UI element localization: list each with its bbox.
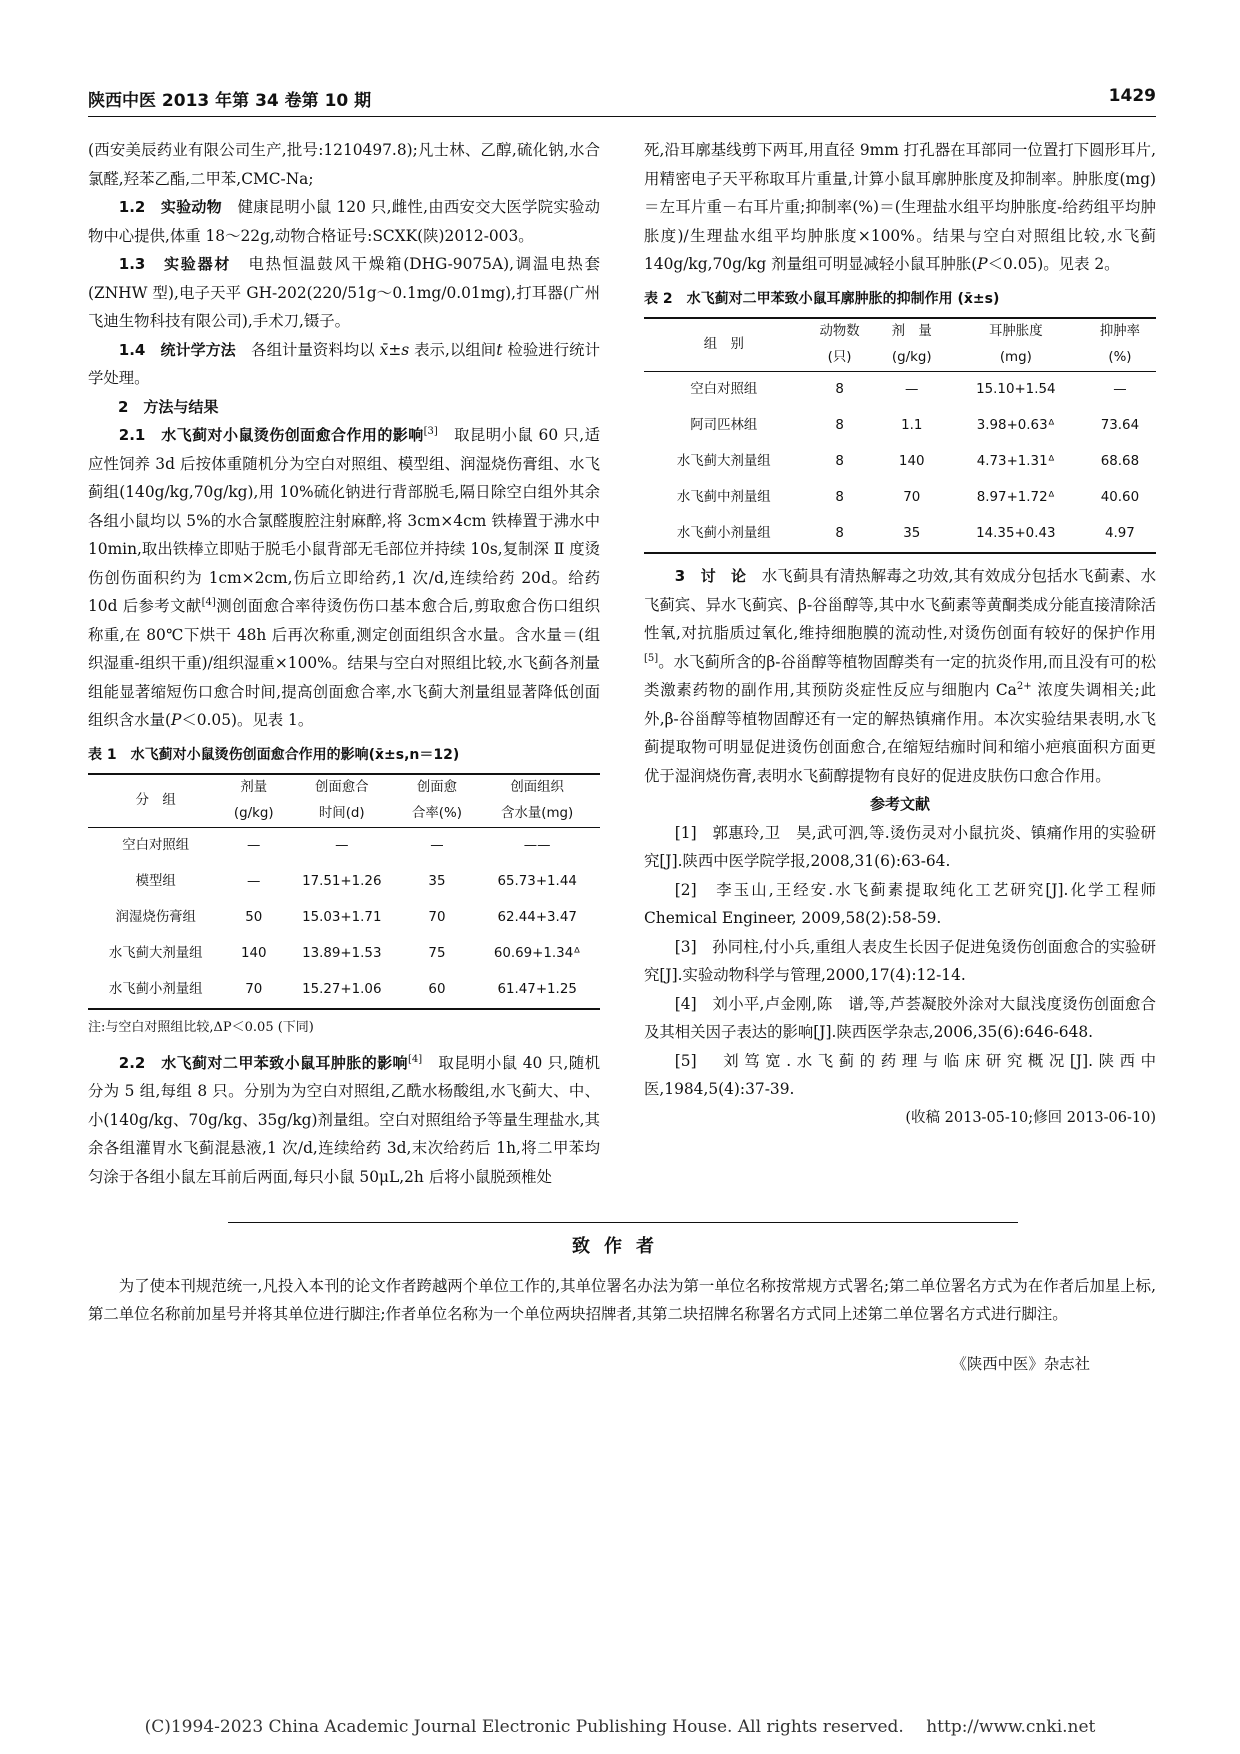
table-row — [644, 444, 1156, 480]
t1-cell-water: 60.69+1.34ᐞ — [493, 946, 581, 961]
notice-signoff: 《陕西中医》杂志社 — [951, 1355, 1090, 1373]
t1-cell-time: — — [335, 838, 349, 853]
table-2-caption: 表 2 水飞蓟对二甲苯致小鼠耳廓肿胀的抑制作用 (x̄±s) — [644, 290, 1000, 307]
t2-cell-group: 水飞蓟中剂量组 — [676, 490, 771, 505]
section-1-2-text: 健康昆明小鼠 120 只,雌性,由西安交大医学院实验动物中心提供,体重 18～22g,动物合格证号:SCXK(陕)2012-003。 — [88, 198, 600, 245]
references-title: 参考文献 — [869, 795, 930, 813]
section-3-text-a: 水飞蓟具有清热解毒之功效,其有效成分包括水飞蓟素、水飞蓟宾、异水飞蓟宾、β-谷甾醇等,其中水飞蓟素等黄酮类成分能直接清除活性氧,对抗脂质过氧化,维持细胞膜的流动性,对烫伤创面有较好的保护作用 — [644, 567, 1156, 642]
t1-cell-dose: 140 — [240, 946, 267, 961]
t2-cell-group: 水飞蓟大剂量组 — [676, 454, 771, 469]
t2-cell-dose: — — [905, 382, 919, 397]
p-symbol-2: P — [977, 255, 988, 273]
section-1-2 — [88, 193, 600, 250]
table-row — [644, 408, 1156, 444]
reference-item: [5] 刘笃宽.水飞蓟的药理与临床研究概况[J].陕西中医,1984,5(4):37-39. — [644, 1051, 1156, 1098]
t2-cell-dose: 140 — [898, 454, 925, 469]
t1-cell-time: 13.89+1.53 — [302, 946, 382, 961]
t2-cell-group: 阿司匹林组 — [690, 418, 758, 433]
t1-cell-time: 15.27+1.06 — [284, 972, 400, 1009]
t2-cell-swell: 8.97+1.72ᐞ — [976, 490, 1055, 505]
section-2-2-text: 取昆明小鼠 40 只,随机分为 5 组,每组 8 只。分别为为空白对照组,乙酰水杨酸组,水飞蓟大、中、小(140g/kg、70g/kg、35g/kg)剂量组。空白对照组给予等量生理盐水,其余各组灌胃水飞蓟混悬液,1 次/d,连续给药 3d,末次给药后 1h,将二甲苯均匀涂于各组小鼠左耳前后两面,每只小鼠 50μL,2h 后将小鼠脱颈椎处 — [88, 1053, 600, 1186]
t-symbol: t — [496, 340, 503, 359]
table-1 — [88, 773, 600, 1010]
reference-item: [4] 刘小平,卢金刚,陈 谱,等,芦荟凝胶外涂对大鼠浅度烫伤创面愈合及其相关因子表达的影响[J].陕西医学杂志,2006,35(6):646-648. — [644, 994, 1156, 1041]
t2-header-dose-unit: (g/kg) — [876, 345, 948, 372]
section-1-3 — [88, 250, 600, 336]
section-2-1 — [88, 421, 600, 735]
section-1-4-title: 1.4 统计学方法 — [118, 340, 236, 359]
t2-cell-swell: 14.35+0.43 — [948, 516, 1084, 553]
section-1-4 — [88, 336, 600, 393]
t2-cell-n: 8 — [835, 454, 844, 469]
t1-cell-rate: — — [430, 838, 444, 853]
section-3-title: 3 讨 论 — [674, 567, 747, 585]
t1-header-dose-unit: (g/kg) — [223, 801, 284, 828]
reference-item: [2] 李玉山,王经安.水飞蓟素提取纯化工艺研究[J].化学工程师 Chemical Engineer, 2009,58(2):58-59. — [644, 880, 1156, 927]
table-2 — [644, 317, 1156, 554]
t2-header-swell-unit: (mg) — [948, 345, 1084, 372]
section-2-2 — [88, 1049, 600, 1192]
t2-cell-rate: 40.60 — [1100, 490, 1140, 505]
t2-cell-dose: 70 — [903, 490, 921, 505]
section-3-text-b: 。水飞蓟所含的β-谷甾醇等植物固醇类有一定的抗炎作用,而且没有可的松类激素药物的副作用,其预防炎症性反应与细胞内 Ca — [644, 652, 1156, 699]
p-symbol: P — [170, 711, 182, 729]
t1-cell-rate: 75 — [428, 946, 446, 961]
section-2-2-title: 2.2 水飞蓟对二甲苯致小鼠耳肿胀的影响 — [118, 1053, 408, 1072]
section-1-4-text-b: 表示,以组间 — [414, 340, 497, 359]
t2-cell-group: 空白对照组 — [690, 382, 758, 397]
citation-3: [3] — [423, 425, 438, 437]
page-number: 1429 — [1108, 86, 1156, 106]
continued-paragraph — [644, 136, 1156, 279]
section-2-1-text-a: 取昆明小鼠 60 只,适应性饲养 3d 后按体重随机分为空白对照组、模型组、润湿烧伤膏组、水飞蓟组(140g/kg,70g/kg),用 10%硫化钠进行背部脱毛,隔日除空白组外其余各组小鼠均以 5%的水合氯醛腹腔注射麻醉,将 3cm×4cm 铁棒置于沸水中 10min,取出铁棒立即贴于脱毛小鼠背部无毛部位并持续 10s,复制深 Ⅱ 度烫伤创伤面积约为 1cm×2cm,伤后立即给药,1 次/d,连续给药 20d。给药 10d 后参考文献 — [88, 426, 600, 615]
journal-issue: 陕西中医 2013 年第 34 卷第 10 期 — [88, 91, 372, 111]
table-1-note: 注:与空白对照组比较,ΔP＜0.05 (下同) — [88, 1020, 314, 1035]
t1-header-rate-unit: 合率(%) — [400, 801, 475, 828]
t1-cell-dose: — — [247, 874, 261, 889]
t2-cell-rate: — — [1113, 382, 1127, 397]
citation-5: [5] — [644, 652, 659, 664]
t2-header-group: 组 别 — [644, 318, 804, 372]
reagents-paragraph: (西安美辰药业有限公司生产,批号:1210497.8);凡士林、乙醇,硫化钠,水合氯醛,羟苯乙酯,二甲苯,CMC-Na; — [88, 141, 600, 188]
t2-header-n: 动物数 — [804, 318, 876, 345]
t1-header-water: 创面组织 — [474, 774, 600, 801]
reference-item: [3] 孙同柱,付小兵,重组人表皮生长因子促进兔烫伤创面愈合的实验研究[J].实验动物科学与管理,2000,17(4):12-14. — [644, 937, 1156, 984]
section-3-text-c: 浓度失调相关;此外,β-谷甾醇等植物固醇还有一定的解热镇痛作用。本次实验结果表明,水飞蓟提取物可明显促进烫伤创面愈合,在缩短结痂时间和缩小疤痕面积方面更优于湿润烧伤膏,表明水飞蓟醇提物有良好的促进皮肤伤口愈合作用。 — [644, 681, 1156, 785]
t1-cell-time: 17.51+1.26 — [302, 874, 382, 889]
t1-cell-water: 65.73+1.44 — [497, 874, 577, 889]
t2-cell-n: 8 — [835, 382, 844, 397]
table-row — [88, 900, 600, 936]
citation-4b: [4] — [407, 1053, 423, 1065]
running-header — [88, 86, 1156, 117]
t1-header-rate: 创面愈 — [400, 774, 475, 801]
t2-header-dose: 剂 量 — [876, 318, 948, 345]
t2-header-rate: 抑肿率 — [1084, 318, 1156, 345]
t1-header-water-unit: 含水量(mg) — [474, 801, 600, 828]
table-row — [88, 828, 600, 865]
section-1-4-text-a: 各组计量资料均以 — [251, 340, 375, 359]
section-2-1-text-c: ＜0.05)。见表 1。 — [181, 711, 314, 729]
t2-cell-n: 8 — [835, 490, 844, 505]
section-1-3-title: 1.3 实验器材 — [118, 255, 232, 273]
calcium-superscript: 2+ — [1016, 680, 1032, 692]
copyright-footer: (C)1994-2023 China Academic Journal Electronic Publishing House. All rights reserved. http://www.cnki.net — [144, 1717, 1096, 1737]
t1-cell-group: 模型组 — [135, 874, 176, 889]
t1-cell-dose: 70 — [223, 972, 284, 1009]
t2-cell-rate: 73.64 — [1100, 418, 1140, 433]
t1-cell-dose: — — [247, 838, 261, 853]
t1-cell-water: —— — [523, 838, 551, 853]
table-1-caption: 表 1 水飞蓟对小鼠烫伤创面愈合作用的影响(x̄±s,n＝12) — [88, 746, 460, 763]
t2-cell-rate: 4.97 — [1084, 516, 1156, 553]
t1-cell-group: 水飞蓟小剂量组 — [88, 972, 223, 1009]
notice-title: 致作者 — [572, 1236, 668, 1257]
t2-cell-n: 8 — [804, 516, 876, 553]
table-row — [644, 516, 1156, 553]
section-2-1-title: 2.1 水飞蓟对小鼠烫伤创面愈合作用的影响 — [118, 426, 424, 444]
t1-cell-group: 水飞蓟大剂量组 — [108, 946, 203, 961]
section-1-4-text-c: 检验进行统计学处理。 — [88, 340, 600, 387]
left-column — [88, 136, 600, 1191]
section-1-2-title: 1.2 实验动物 — [118, 198, 222, 216]
section-divider — [228, 1222, 1018, 1223]
continued-text-a: 死,沿耳廓基线剪下两耳,用直径 9mm 打孔器在耳部同一位置打下圆形耳片,用精密电子天平称取耳片重量,计算小鼠耳廓肿胀度及抑制率。肿胀度(mg)＝左耳片重－右耳片重;抑制率(%)＝(生理盐水组平均肿胀度-给药组平均肿胀度)/生理盐水组平均肿胀度×100%。结果与空白对照组比较,水飞蓟 140g/kg,70g/kg 剂量组可明显减轻小鼠耳肿胀( — [644, 141, 1156, 273]
t1-cell-water: 62.44+3.47 — [497, 910, 577, 925]
table-row — [88, 972, 600, 1009]
t1-cell-rate: 35 — [428, 874, 446, 889]
t1-header-time: 创面愈合 — [284, 774, 400, 801]
reference-item: [1] 郭惠玲,卫 昊,武可泗,等.烫伤灵对小鼠抗炎、镇痛作用的实验研究[J].陕西中医学院学报,2008,31(6):63-64. — [644, 823, 1156, 870]
t2-cell-swell: 15.10+1.54 — [976, 382, 1056, 397]
t1-cell-time: 15.03+1.71 — [302, 910, 382, 925]
table-row — [644, 480, 1156, 516]
table-row — [88, 864, 600, 900]
t1-cell-rate: 70 — [428, 910, 446, 925]
continued-text-b: ＜0.05)。见表 2。 — [987, 255, 1120, 273]
notice-body: 为了使本刊规范统一,凡投入本刊的论文作者跨越两个单位工作的,其单位署名办法为第一单位名称按常规方式署名;第二单位署名方式为在作者后加星上标,第二单位名称前加星号并将其单位进行脚注;作者单位名称为一个单位两块招牌者,其第二块招牌名称署名方式同上述第二单位署名方式进行脚注。 — [88, 1277, 1156, 1323]
t1-header-group: 分 组 — [88, 774, 223, 828]
citation-4: [4] — [201, 596, 216, 608]
t2-cell-dose: 35 — [876, 516, 948, 553]
t1-cell-group: 润湿烧伤膏组 — [115, 910, 196, 925]
t2-header-swell: 耳肿胀度 — [948, 318, 1084, 345]
t1-cell-water: 61.47+1.25 — [474, 972, 600, 1009]
right-column — [644, 136, 1156, 1132]
stat-symbol: x̄±s — [379, 340, 410, 359]
t1-header-dose: 剂量 — [223, 774, 284, 801]
section-3 — [644, 562, 1156, 790]
t2-cell-rate: 68.68 — [1100, 454, 1140, 469]
t2-cell-dose: 1.1 — [901, 418, 923, 433]
received-dates: (收稿 2013-05-10;修回 2013-06-10) — [905, 1109, 1156, 1126]
section-2-title: 2 方法与结果 — [118, 397, 219, 416]
t1-cell-group: 空白对照组 — [122, 838, 190, 853]
t1-cell-rate: 60 — [400, 972, 475, 1009]
t2-cell-n: 8 — [835, 418, 844, 433]
section-1-3-text: 电热恒温鼓风干燥箱(DHG-9075A),调温电热套(ZNHW 型),电子天平 GH-202(220/51g～0.1mg/0.01mg),打耳器(广州飞迪生物科技有限公司),手术刀,镊子。 — [88, 255, 600, 330]
t1-header-time-unit: 时间(d) — [284, 801, 400, 828]
t1-cell-dose: 50 — [245, 910, 263, 925]
t2-header-rate-unit: (%) — [1084, 345, 1156, 372]
t2-cell-group: 水飞蓟小剂量组 — [644, 516, 804, 553]
t2-cell-swell: 3.98+0.63ᐞ — [976, 418, 1055, 433]
t2-header-n-unit: (只) — [804, 345, 876, 372]
table-row — [644, 372, 1156, 409]
t2-cell-swell: 4.73+1.31ᐞ — [976, 454, 1055, 469]
table-row — [88, 936, 600, 972]
section-2-1-text-b: 测创面愈合率待烫伤伤口基本愈合后,剪取愈合伤口组织称重,在 80℃下烘干 48h 后再次称重,测定创面组织含水量。含水量＝(组织湿重-组织干重)/组织湿重×100%。结果与空白对照组比较,水飞蓟各剂量组能显著缩短伤口愈合时间,提高创面愈合率,水飞蓟大剂量组显著降低创面组织含水量( — [88, 597, 600, 729]
